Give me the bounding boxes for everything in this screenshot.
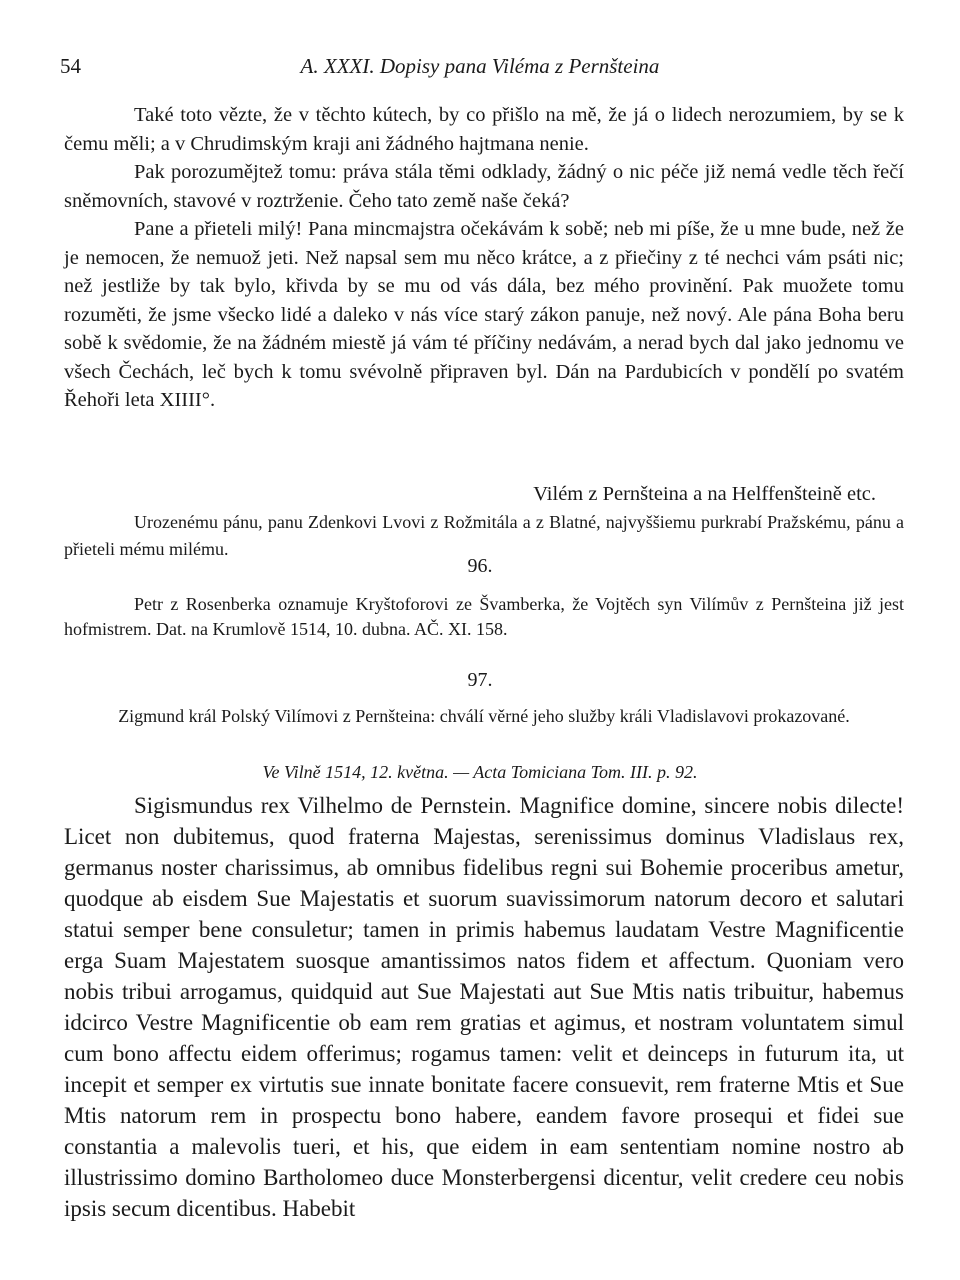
entry-97-source: Ve Vilně 1514, 12. května. — Acta Tomiciana Tom. III. p. 92. [262, 762, 698, 782]
entry-97-text: Sigismundus rex Vilhelmo de Pernstein. Magnifice domine, sincere nobis dilecte! Licet non dubitemus, quod fraterna Majestas, serenissimus dominus Vladislaus rex, germanus noster charissimus, ab omnibus fidelibus regni sui Bohemie proceribus ametur, quodque ab eisdem Sue Majestatis et suorum suavissimorum natorum decoro et salutari statui semper bene consuletur; tamen in primis habemus laudatam Vestre Magnificentie erga Suam Majestatem suosque amantissimos natos fidem et affectum. Quoniam vero nobis tribui arrogamus, quidquid aut Sue Majestati aut Sue Mtis natis tribuitur, habemus idcirco Vestre Magnificentie ob eam rem gratias et agimus, et nostram voluntatem simul cum bono affectu eidem offerimus; rogamus tamen: velit et deinceps in futurum ita, ut incepit et semper ex virtutis sue innate bonitate facere consuevit, rem fraterne Mtis et Sue Mtis natorum rem in prospectu bono habere, eandem favore prosequi et fidei sue constantia a malevolis tueri, et his, que eidem in eam sententiam nomine nostro ab illustrissimo domino Bartholomeo duce Monsterbergensi dicentur, velit credere ceu nobis ipsis secum dicentibus. Habebit [64, 793, 904, 1221]
entry-96-summary-block [64, 592, 904, 642]
page-header [60, 54, 900, 84]
letter-paragraph: Pane a přieteli milý! Pana mincmajstra očekávám k sobě; neb mi píše, že u mne bude, než že je nemocen, že nemuož jeti. Než napsal sem mu něco krátce, a z přiečiny z té nechci vám psáti nic; než jestliže by tak bylo, křivda by se mu od vás dála, bez mého provinění. Pak muožete tomu rozuměti, že jsme všecko lidé a daleko v nás více starý zákon panuje, než nový. Ale pána Boha beru sobě k svědomie, že na žádném miestě já vám té příčiny nedávám, a nerad bych dal jako jednomu ve všech Čechách, leč bych k tomu svévolně připraven byl. Dán na Pardubicích v pondělí po svatém Řehoři leta XIIII°. [64, 218, 904, 411]
page-number: 54 [60, 54, 81, 78]
entry-97-summary-block [64, 704, 904, 729]
letter-continuation [64, 101, 904, 415]
entry-number-97: 97. [467, 669, 493, 691]
entry-96-summary: Petr z Rosenberka oznamuje Kryštoforovi ze Švamberka, že Vojtěch syn Vilímův z Pernšteina již jest hofmistrem. Dat. na Krumlově 1514, 10. dubna. AČ. XI. 158. [64, 594, 904, 639]
letter-paragraph: Také toto vězte, že v těchto kútech, by co přišlo na mě, že já o lidech nerozumiem, by se k čemu měli; a v Chrudimským kraji ani žádného hajtmana nenie. [64, 104, 904, 155]
letter-address: Urozenému pánu, panu Zdenkovi Lvovi z Rožmitála a z Blatné, najvyššiemu purkrabí Pražskému, pánu a přieteli mému milému. [64, 511, 904, 559]
letter-signature: Vilém z Pernšteina a na Helffenšteině etc. [533, 483, 876, 505]
entry-number-96: 96. [467, 555, 493, 577]
letter-paragraph: Pak porozumějtež tomu: práva stála těmi odklady, žádný o nic péče již nemá vedle těch řečí sněmovních, stavové v roztrženie. Čeho tato země naše čeká? [64, 161, 904, 212]
entry-97-summary: Zigmund král Polský Vilímovi z Pernšteina: chválí věrné jeho služby králi Vladislavovi prokazované. [118, 706, 850, 726]
letter-closing [64, 480, 904, 563]
entry-97-text-block [64, 790, 904, 1224]
running-title: A. XXXI. Dopisy pana Viléma z Pernšteina [300, 54, 660, 78]
